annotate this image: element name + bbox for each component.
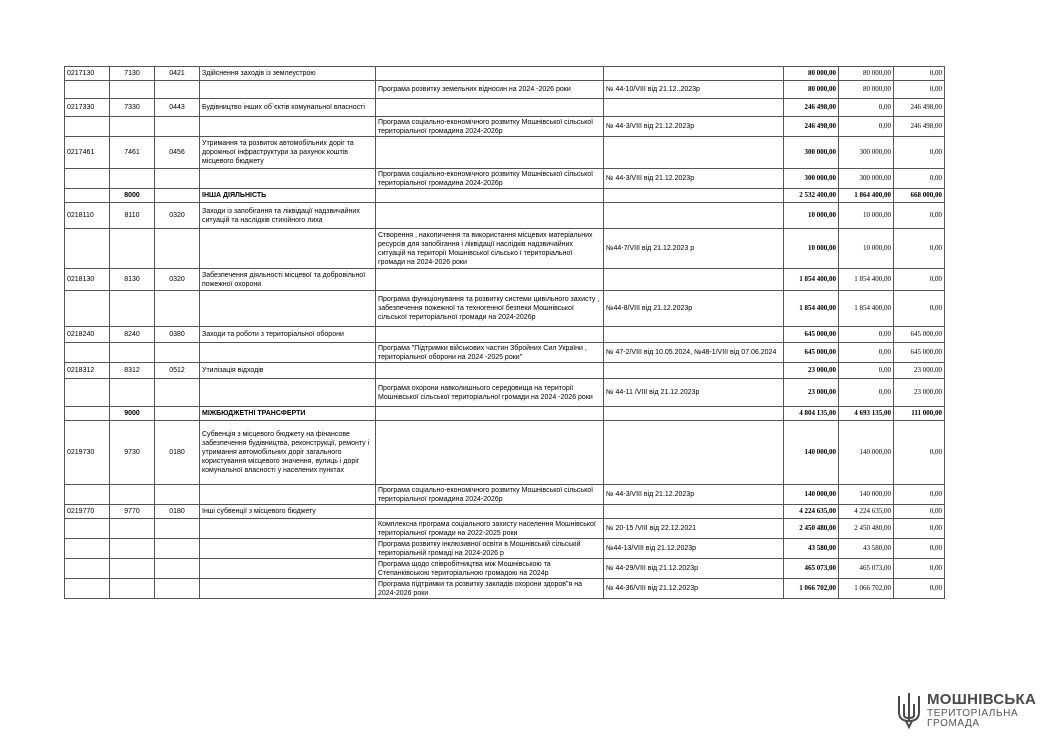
cell-col-6: №44-8/VIII від 21.12.2023р bbox=[604, 291, 784, 327]
cell-col-2 bbox=[110, 519, 155, 539]
cell-col-9: 0,00 bbox=[894, 579, 945, 599]
cell-col-8: 80 000,00 bbox=[839, 67, 894, 81]
budget-table bbox=[64, 66, 945, 599]
cell-col-8: 140 000,00 bbox=[839, 421, 894, 485]
cell-col-3 bbox=[155, 379, 200, 407]
cell-col-8: 10 000,00 bbox=[839, 229, 894, 269]
cell-col-2 bbox=[110, 229, 155, 269]
table-row bbox=[65, 579, 945, 599]
cell-col-9: 0,00 bbox=[894, 505, 945, 519]
cell-col-1: 0219770 bbox=[65, 505, 110, 519]
cell-col-8: 2 450 480,00 bbox=[839, 519, 894, 539]
cell-col-6: №44-13/VIII від 21.12.2023р bbox=[604, 539, 784, 559]
cell-col-6: № 44-10/VIII від 21.12..2023р bbox=[604, 81, 784, 99]
cell-col-5: Програма розвитку інклюзивної освіти в Мошнівській сільській територіальній громаді на 2024-2026 р bbox=[376, 539, 604, 559]
cell-col-3: 0421 bbox=[155, 67, 200, 81]
cell-col-2: 7330 bbox=[110, 99, 155, 117]
cell-col-6: № 44-36/VIII від 21.12.2023р bbox=[604, 579, 784, 599]
cell-col-2 bbox=[110, 117, 155, 137]
cell-col-4: Здійснення заходів із землеустрою bbox=[200, 67, 376, 81]
cell-col-6: № 47-2/VIII від 10.05.2024, №48-1/VIII від 07.06.2024 bbox=[604, 343, 784, 363]
trident-icon bbox=[895, 690, 923, 730]
cell-col-7: 80 000,00 bbox=[784, 81, 839, 99]
cell-col-1 bbox=[65, 343, 110, 363]
cell-col-4: Заходи із запобігання та ліквідації надзвичайних ситуацій та наслідків стихійного лиха bbox=[200, 203, 376, 229]
cell-col-4 bbox=[200, 117, 376, 137]
cell-col-5 bbox=[376, 137, 604, 169]
cell-col-6 bbox=[604, 99, 784, 117]
cell-col-9: 645 000,00 bbox=[894, 327, 945, 343]
cell-col-2: 8130 bbox=[110, 269, 155, 291]
cell-col-5 bbox=[376, 99, 604, 117]
cell-col-9: 246 498,00 bbox=[894, 117, 945, 137]
cell-col-4 bbox=[200, 519, 376, 539]
cell-col-7: 1 066 702,00 bbox=[784, 579, 839, 599]
logo-subtitle-2: ГРОМАДА bbox=[927, 718, 980, 729]
cell-col-7: 10 000,00 bbox=[784, 229, 839, 269]
cell-col-1: 0217461 bbox=[65, 137, 110, 169]
cell-col-3 bbox=[155, 539, 200, 559]
cell-col-7: 1 854 400,00 bbox=[784, 269, 839, 291]
cell-col-8: 465 073,00 bbox=[839, 559, 894, 579]
cell-col-9: 0,00 bbox=[894, 229, 945, 269]
cell-col-9: 668 000,00 bbox=[894, 189, 945, 203]
cell-col-4: ІНША ДІЯЛЬНІСТЬ bbox=[200, 189, 376, 203]
cell-col-6: №44-7/VIII від 21.12.2023 р bbox=[604, 229, 784, 269]
cell-col-5 bbox=[376, 67, 604, 81]
cell-col-5: Програма "Підтримки військових частин Збройних Сил України , територіальної оборони на 2024 -2025 роки" bbox=[376, 343, 604, 363]
cell-col-4 bbox=[200, 539, 376, 559]
cell-col-2: 9730 bbox=[110, 421, 155, 485]
cell-col-9: 645 000,00 bbox=[894, 343, 945, 363]
cell-col-1 bbox=[65, 117, 110, 137]
cell-col-3: 0180 bbox=[155, 421, 200, 485]
cell-col-9: 0,00 bbox=[894, 559, 945, 579]
cell-col-6 bbox=[604, 67, 784, 81]
cell-col-4 bbox=[200, 291, 376, 327]
cell-col-5: Комплексна програма соціального захисту населення Мошнівської територіальної громади на 2022-2025 роки bbox=[376, 519, 604, 539]
cell-col-1: 0217130 bbox=[65, 67, 110, 81]
cell-col-5: Програма соціально-економічного розвитку Мошнівської сільської територіальної громадина 2024-2026р bbox=[376, 169, 604, 189]
cell-col-8: 300 000,00 bbox=[839, 137, 894, 169]
cell-col-7: 4 224 635,00 bbox=[784, 505, 839, 519]
cell-col-8: 140 000,00 bbox=[839, 485, 894, 505]
cell-col-8: 0,00 bbox=[839, 343, 894, 363]
cell-col-3: 0443 bbox=[155, 99, 200, 117]
cell-col-2 bbox=[110, 579, 155, 599]
cell-col-5 bbox=[376, 269, 604, 291]
cell-col-3 bbox=[155, 343, 200, 363]
cell-col-3 bbox=[155, 485, 200, 505]
cell-col-8: 0,00 bbox=[839, 117, 894, 137]
cell-col-2: 7130 bbox=[110, 67, 155, 81]
cell-col-8: 300 000,00 bbox=[839, 169, 894, 189]
cell-col-7: 140 000,00 bbox=[784, 421, 839, 485]
table-row bbox=[65, 269, 945, 291]
cell-col-9: 23 000,00 bbox=[894, 379, 945, 407]
cell-col-4: Субвенція з місцевого бюджету на фінансове забезпечення будівництва, реконструкції, ремонту і утримання автомобільних доріг загального користування місцевого значення, вулиць і доріг комунальної власності у населених пунктах bbox=[200, 421, 376, 485]
cell-col-5: Програма соціально-економічного розвитку Мошнівської сільської територіальної громадина 2024-2026р bbox=[376, 485, 604, 505]
table-row bbox=[65, 559, 945, 579]
cell-col-6 bbox=[604, 505, 784, 519]
cell-col-8: 1 066 702,00 bbox=[839, 579, 894, 599]
cell-col-5 bbox=[376, 203, 604, 229]
cell-col-8: 43 580,00 bbox=[839, 539, 894, 559]
cell-col-5 bbox=[376, 327, 604, 343]
cell-col-7: 2 532 400,00 bbox=[784, 189, 839, 203]
cell-col-7: 23 000,00 bbox=[784, 363, 839, 379]
cell-col-5 bbox=[376, 505, 604, 519]
cell-col-9: 111 000,00 bbox=[894, 407, 945, 421]
cell-col-5 bbox=[376, 363, 604, 379]
cell-col-2: 8312 bbox=[110, 363, 155, 379]
table-row bbox=[65, 67, 945, 81]
table-row bbox=[65, 539, 945, 559]
cell-col-1: 0217330 bbox=[65, 99, 110, 117]
cell-col-5: Програма соціально-економічного розвитку Мошнівської сільської територіальної громадина 2024-2026р bbox=[376, 117, 604, 137]
cell-col-2: 9000 bbox=[110, 407, 155, 421]
cell-col-8: 80 000,00 bbox=[839, 81, 894, 99]
cell-col-8: 4 693 135,00 bbox=[839, 407, 894, 421]
cell-col-1 bbox=[65, 291, 110, 327]
cell-col-5: Програма підтримки та розвитку закладів охорони здоров"я на 2024-2026 роки bbox=[376, 579, 604, 599]
cell-col-1: 0219730 bbox=[65, 421, 110, 485]
cell-col-8: 0,00 bbox=[839, 327, 894, 343]
cell-col-3 bbox=[155, 559, 200, 579]
cell-col-3: 0456 bbox=[155, 137, 200, 169]
cell-col-5: Програма функціонування та розвитку системи цивільного захисту , забезпечення пожежної та техногенної безпеки Мошнівської сільської територіальної громади на 2024-2026р bbox=[376, 291, 604, 327]
cell-col-6 bbox=[604, 421, 784, 485]
cell-col-5: Створення , накопичення та використання місцевих матеріальних ресурсів для запобігання і ліквідації наслідків надзвичайних ситуацій на території Мошнівської сільсько ї територіальної громади на 2024-2026 роки bbox=[376, 229, 604, 269]
table-row bbox=[65, 379, 945, 407]
cell-col-2: 8240 bbox=[110, 327, 155, 343]
cell-col-4: МІЖБЮДЖЕТНІ ТРАНСФЕРТИ bbox=[200, 407, 376, 421]
table-row bbox=[65, 203, 945, 229]
table-row bbox=[65, 519, 945, 539]
table-row bbox=[65, 343, 945, 363]
table-row bbox=[65, 81, 945, 99]
cell-col-7: 246 498,00 bbox=[784, 117, 839, 137]
cell-col-3 bbox=[155, 229, 200, 269]
cell-col-4: Утилізація відходів bbox=[200, 363, 376, 379]
cell-col-2 bbox=[110, 81, 155, 99]
cell-col-2 bbox=[110, 559, 155, 579]
cell-col-4 bbox=[200, 579, 376, 599]
cell-col-6 bbox=[604, 137, 784, 169]
cell-col-9: 0,00 bbox=[894, 81, 945, 99]
cell-col-6: № 20-15 /VIII від 22.12.2021 bbox=[604, 519, 784, 539]
cell-col-4: Утримання та розвиток автомобільних доріг та дорожньої інфраструктури за рахунок коштів місцевого бюджету bbox=[200, 137, 376, 169]
table-row bbox=[65, 117, 945, 137]
cell-col-6: № 44-11 /VIII від 21.12.2023р bbox=[604, 379, 784, 407]
cell-col-3 bbox=[155, 117, 200, 137]
cell-col-9: 0,00 bbox=[894, 169, 945, 189]
cell-col-5 bbox=[376, 189, 604, 203]
cell-col-3 bbox=[155, 291, 200, 327]
cell-col-6 bbox=[604, 189, 784, 203]
cell-col-8: 10 000,00 bbox=[839, 203, 894, 229]
cell-col-1 bbox=[65, 169, 110, 189]
cell-col-9: 0,00 bbox=[894, 539, 945, 559]
cell-col-7: 300 000,00 bbox=[784, 137, 839, 169]
cell-col-1 bbox=[65, 559, 110, 579]
table-row bbox=[65, 169, 945, 189]
cell-col-4 bbox=[200, 485, 376, 505]
cell-col-4 bbox=[200, 169, 376, 189]
cell-col-7: 2 450 480,00 bbox=[784, 519, 839, 539]
cell-col-3 bbox=[155, 189, 200, 203]
table-row bbox=[65, 327, 945, 343]
cell-col-4 bbox=[200, 81, 376, 99]
cell-col-9: 246 498,00 bbox=[894, 99, 945, 117]
cell-col-7: 10 000,00 bbox=[784, 203, 839, 229]
cell-col-8: 0,00 bbox=[839, 99, 894, 117]
cell-col-5: Програма щодо співробітництва між Мошнівською та Степанківською територіальною громадою на 2024р bbox=[376, 559, 604, 579]
cell-col-6 bbox=[604, 203, 784, 229]
section-row bbox=[65, 407, 945, 421]
cell-col-7: 23 000,00 bbox=[784, 379, 839, 407]
cell-col-9: 0,00 bbox=[894, 421, 945, 485]
cell-col-5 bbox=[376, 407, 604, 421]
cell-col-6: № 44-3/VIII від 21.12.2023р bbox=[604, 169, 784, 189]
cell-col-7: 4 804 135,00 bbox=[784, 407, 839, 421]
logo-subtitle-1: ТЕРИТОРІАЛЬНА bbox=[927, 708, 1019, 719]
cell-col-2 bbox=[110, 343, 155, 363]
cell-col-6: № 44-3/VIII від 21.12.2023р bbox=[604, 117, 784, 137]
logo-title: МОШНІВСЬКА bbox=[927, 691, 1037, 708]
cell-col-1: 0218312 bbox=[65, 363, 110, 379]
cell-col-7: 645 000,00 bbox=[784, 327, 839, 343]
cell-col-1 bbox=[65, 539, 110, 559]
cell-col-4: Заходи та роботи з територіальної оборони bbox=[200, 327, 376, 343]
table-row bbox=[65, 99, 945, 117]
cell-col-4: Інші субвенції з місцевого бюджету bbox=[200, 505, 376, 519]
cell-col-8: 1 854 400,00 bbox=[839, 291, 894, 327]
cell-col-4 bbox=[200, 559, 376, 579]
cell-col-1 bbox=[65, 407, 110, 421]
cell-col-9: 0,00 bbox=[894, 519, 945, 539]
table-row bbox=[65, 421, 945, 485]
cell-col-1 bbox=[65, 379, 110, 407]
cell-col-9: 0,00 bbox=[894, 137, 945, 169]
cell-col-3: 0320 bbox=[155, 203, 200, 229]
cell-col-3: 0380 bbox=[155, 327, 200, 343]
cell-col-2: 8000 bbox=[110, 189, 155, 203]
cell-col-9: 0,00 bbox=[894, 269, 945, 291]
cell-col-4: Забезпечення діяльності місцевої та добровільної пожежної охорони bbox=[200, 269, 376, 291]
cell-col-4: Будівництво інших об`єктів комунальної власності bbox=[200, 99, 376, 117]
cell-col-3 bbox=[155, 519, 200, 539]
cell-col-3 bbox=[155, 169, 200, 189]
cell-col-2: 8110 bbox=[110, 203, 155, 229]
cell-col-7: 300 000,00 bbox=[784, 169, 839, 189]
cell-col-8: 4 224 635,00 bbox=[839, 505, 894, 519]
cell-col-5: Програма охорони навколишнього середовища на території Мошнівської сільської територіальної громади на 2024 -2026 роки bbox=[376, 379, 604, 407]
cell-col-9: 0,00 bbox=[894, 67, 945, 81]
section-row bbox=[65, 189, 945, 203]
cell-col-1: 0218130 bbox=[65, 269, 110, 291]
cell-col-9: 0,00 bbox=[894, 203, 945, 229]
table-row bbox=[65, 363, 945, 379]
cell-col-2 bbox=[110, 539, 155, 559]
table-row bbox=[65, 229, 945, 269]
cell-col-7: 645 000,00 bbox=[784, 343, 839, 363]
cell-col-4 bbox=[200, 379, 376, 407]
cell-col-1 bbox=[65, 81, 110, 99]
cell-col-3 bbox=[155, 407, 200, 421]
table-row bbox=[65, 291, 945, 327]
cell-col-6 bbox=[604, 407, 784, 421]
cell-col-3: 0512 bbox=[155, 363, 200, 379]
cell-col-2: 9770 bbox=[110, 505, 155, 519]
cell-col-1 bbox=[65, 485, 110, 505]
cell-col-1: 0218110 bbox=[65, 203, 110, 229]
cell-col-5 bbox=[376, 421, 604, 485]
cell-col-3 bbox=[155, 579, 200, 599]
cell-col-7: 43 580,00 bbox=[784, 539, 839, 559]
cell-col-3: 0320 bbox=[155, 269, 200, 291]
cell-col-9: 23 000,00 bbox=[894, 363, 945, 379]
cell-col-6 bbox=[604, 269, 784, 291]
cell-col-7: 1 854 400,00 bbox=[784, 291, 839, 327]
cell-col-6: № 44-29/VIII від 21.12.2023р bbox=[604, 559, 784, 579]
cell-col-1 bbox=[65, 229, 110, 269]
cell-col-6: № 44-3/VIII від 21.12.2023р bbox=[604, 485, 784, 505]
cell-col-2: 7461 bbox=[110, 137, 155, 169]
table-row bbox=[65, 137, 945, 169]
cell-col-6 bbox=[604, 327, 784, 343]
cell-col-8: 0,00 bbox=[839, 363, 894, 379]
cell-col-7: 246 498,00 bbox=[784, 99, 839, 117]
cell-col-1: 0218240 bbox=[65, 327, 110, 343]
cell-col-1 bbox=[65, 579, 110, 599]
cell-col-9: 0,00 bbox=[894, 291, 945, 327]
cell-col-2 bbox=[110, 379, 155, 407]
cell-col-9: 0,00 bbox=[894, 485, 945, 505]
cell-col-3: 0180 bbox=[155, 505, 200, 519]
cell-col-7: 465 073,00 bbox=[784, 559, 839, 579]
community-logo bbox=[895, 690, 1035, 730]
cell-col-8: 0,00 bbox=[839, 379, 894, 407]
cell-col-1 bbox=[65, 189, 110, 203]
table-row bbox=[65, 505, 945, 519]
cell-col-4 bbox=[200, 343, 376, 363]
cell-col-2 bbox=[110, 291, 155, 327]
cell-col-6 bbox=[604, 363, 784, 379]
cell-col-8: 1 864 400,00 bbox=[839, 189, 894, 203]
cell-col-2 bbox=[110, 169, 155, 189]
cell-col-3 bbox=[155, 81, 200, 99]
table-row bbox=[65, 485, 945, 505]
cell-col-2 bbox=[110, 485, 155, 505]
cell-col-1 bbox=[65, 519, 110, 539]
cell-col-4 bbox=[200, 229, 376, 269]
budget-table-body bbox=[65, 67, 945, 599]
cell-col-8: 1 854 400,00 bbox=[839, 269, 894, 291]
cell-col-5: Програма розвитку земельних відносин на 2024 -2026 роки bbox=[376, 81, 604, 99]
cell-col-7: 140 000,00 bbox=[784, 485, 839, 505]
cell-col-7: 80 000,00 bbox=[784, 67, 839, 81]
